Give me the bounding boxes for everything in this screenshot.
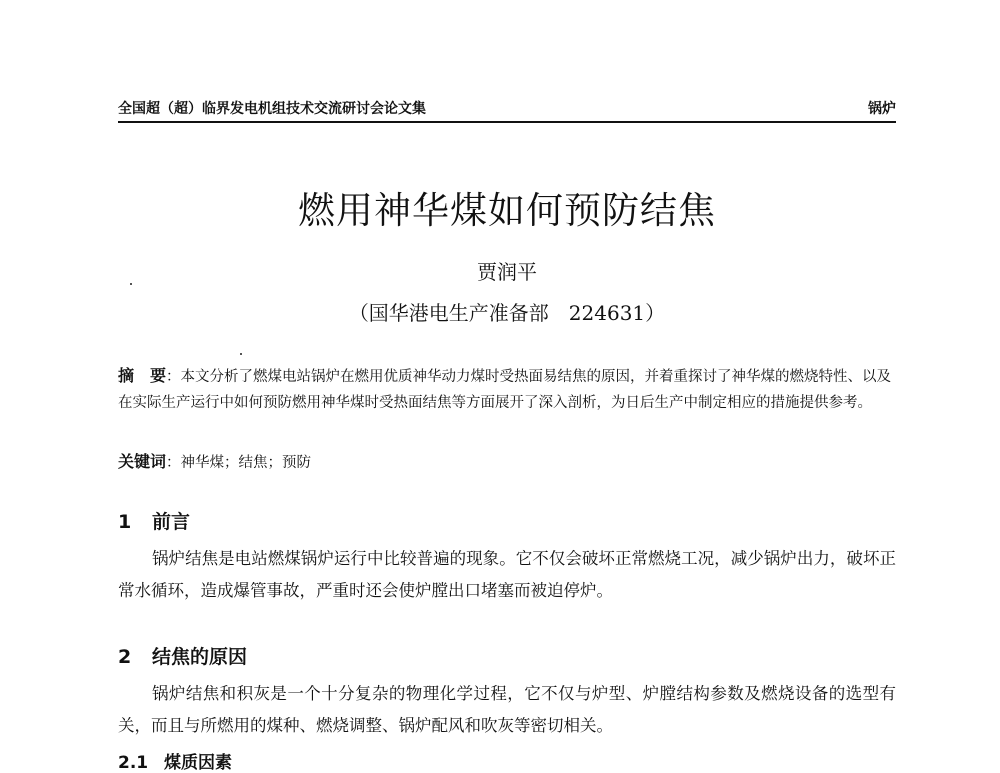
- header-rule: [118, 121, 896, 123]
- section-heading: [118, 642, 896, 669]
- paper-title: 燃用神华煤如何预防结焦: [298, 189, 716, 232]
- section-number: 1: [118, 511, 132, 533]
- abstract: [118, 363, 896, 416]
- abstract-label: 摘 要: [118, 366, 167, 385]
- keywords: [118, 449, 896, 472]
- journal-name: 全国超（超）临界发电机组技术交流研讨会论文集: [118, 101, 426, 117]
- keywords-label: 关键词: [118, 452, 167, 471]
- paper-author: 贾润平: [477, 260, 537, 284]
- scan-speck: [240, 353, 242, 355]
- subsection-title: 煤质因素: [164, 753, 232, 773]
- section-paragraph: 锅炉结焦是电站燃煤锅炉运行中比较普遍的现象。它不仅会破坏正常燃烧工况，减少锅炉出力，破坏正常水循环，造成爆管事故，严重时还会使炉膛出口堵塞而被迫停炉。: [118, 549, 896, 600]
- paper-affiliation: （国华港电生产准备部 224631）: [348, 301, 666, 325]
- section-paragraph: 锅炉结焦和积灰是一个十分复杂的物理化学过程，它不仅与炉型、炉膛结构参数及燃烧设备的选型有关，而且与所燃用的煤种、燃烧调整、锅炉配风和吹灰等密切相关。: [118, 684, 896, 735]
- section-title: 前言: [152, 511, 191, 533]
- section-heading: [118, 507, 896, 534]
- subsection-number: 2.1: [118, 753, 149, 773]
- section-title: 结焦的原因: [152, 646, 248, 668]
- section-number: 2: [118, 646, 132, 668]
- subsection-heading: [118, 748, 896, 773]
- abstract-colon: ：: [166, 369, 181, 385]
- keywords-colon: ：: [166, 455, 181, 471]
- keywords-text: 神华煤；结焦；预防: [180, 455, 312, 471]
- running-header: [118, 98, 896, 120]
- abstract-text: 本文分析了燃煤电站锅炉在燃用优质神华动力煤时受热面易结焦的原因，并着重探讨了神华煤的燃烧特性、以及在实际生产运行中如何预防燃用神华煤时受热面结焦等方面展开了深入剖析，为日后生产中制定相应的措施提供参考。: [118, 369, 892, 411]
- scan-speck: [130, 283, 132, 285]
- section-name: 锅炉: [868, 101, 896, 117]
